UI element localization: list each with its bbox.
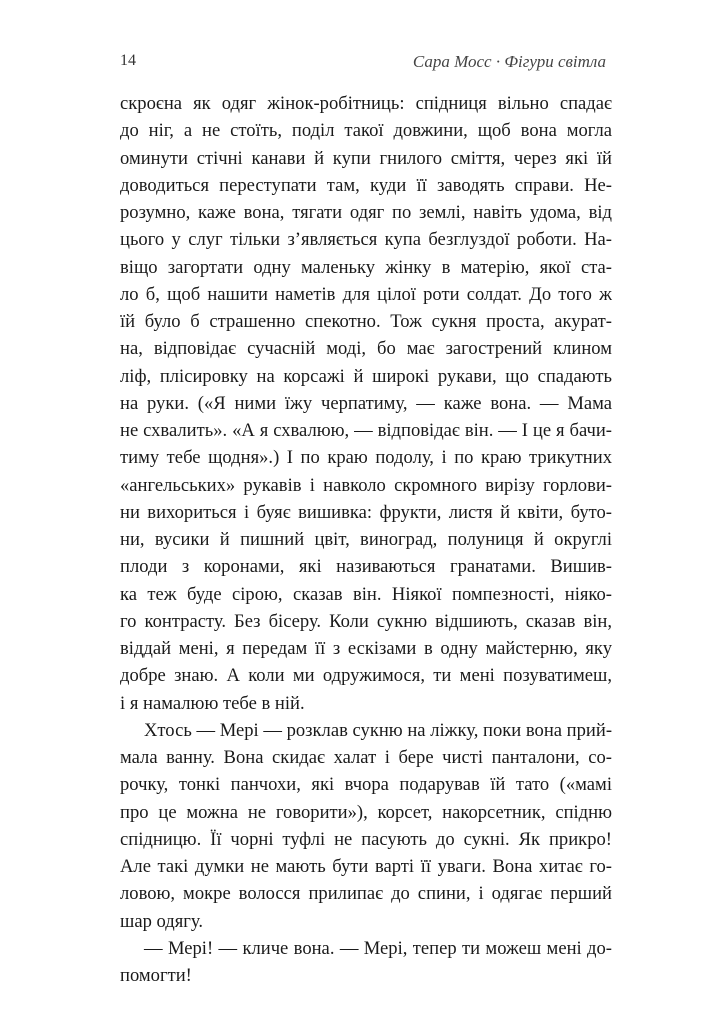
text-line: до ніг, а не стоїть, поділ такої довжини, щоб вона могла (120, 120, 612, 142)
text-line: на руки. («Я ними їжу черпатиму, — каже вона. — Мама (120, 392, 612, 414)
text-line: спідницю. Її чорні туфлі не пасують до сукні. Як прикро! (120, 828, 612, 850)
text-line: цього у слуг тільки з’являється купа безглуздої роботи. На- (120, 229, 612, 251)
text-line: помогти! (120, 965, 192, 986)
text-line: Але такі думки не мають бути варті її уваги. Вона хитає го- (120, 856, 612, 877)
text-line: ліф, плісировку на корсажі й широкі рукави, що спадають (120, 365, 612, 387)
text-line: го контрасту. Без бісеру. Коли сукню відшиють, сказав він, (120, 610, 612, 632)
text-line: доводиться переступати там, куди її заводять справи. Не- (120, 174, 612, 196)
text-line: плоди з коронами, які називаються гранатами. Вишив- (120, 556, 612, 578)
text-line: про це можна не говорити»), корсет, накорсетник, спідню (120, 801, 612, 823)
text-line: «ангельських» рукавів і навколо скромного вирізу горлови- (120, 474, 612, 496)
text-line: ни вихориться і буяє вишивка: фрукти, листя й квіти, буто- (120, 501, 612, 523)
text-line: добре знаю. А коли ми одружимося, ти мені позуватимеш, (120, 665, 612, 687)
text-line: і я намалюю тебе в ній. (120, 692, 305, 714)
text-line: тиму тебе щодня».) І по краю подолу, і по краю трикутних (120, 447, 612, 469)
text-line: ка теж буде сірою, сказав він. Ніякої помпезності, ніяко- (120, 583, 612, 605)
text-line: на, відповідає сучасній моді, бо має загострений клином (120, 338, 612, 360)
text-line: оминути стічні канави й купи гнилого сміття, через які їй (120, 147, 612, 169)
body-text (120, 90, 612, 989)
text-line: ловою, мокре волосся прилипає до спини, і одягає перший (120, 883, 612, 905)
text-line: Хтось — Мері — розклав сукню на ліжку, поки вона прий- (144, 719, 613, 741)
page-number: 14 (120, 52, 136, 69)
running-head: Сара Мосс · Фігури світла (412, 52, 606, 71)
text-line: шар одягу. (120, 910, 203, 932)
text-line: віддай мені, я передам її з ескізами в одну майстерню, яку (120, 638, 612, 659)
text-line: рочку, тонкі панчохи, які вчора подарував їй тато («мамі (120, 774, 612, 796)
text-line: — Мері! — кличе вона. — Мері, тепер ти можеш мені до- (144, 937, 612, 959)
text-line: віщо загортати одну маленьку жінку в матерію, якої ста- (120, 256, 612, 278)
text-line: розумно, каже вона, тягати одяг по землі, навіть удома, від (120, 202, 612, 223)
text-line: ло б, щоб нашити наметів для цілої роти солдат. До того ж (120, 283, 612, 305)
text-line: їй було б страшенно спекотно. Тож сукня проста, акурат- (120, 311, 612, 332)
text-line: ни, вусики й пишний цвіт, виноград, полуниця й округлі (120, 529, 612, 550)
text-line: скроєна як одяг жінок-робітниць: спідниця вільно спадає (120, 93, 612, 114)
text-line: не схвалить». «А я схвалюю, — відповідає він. — І це я бачи- (120, 420, 612, 441)
text-line: мала ванну. Вона скидає халат і бере чисті панталони, со- (120, 747, 612, 768)
